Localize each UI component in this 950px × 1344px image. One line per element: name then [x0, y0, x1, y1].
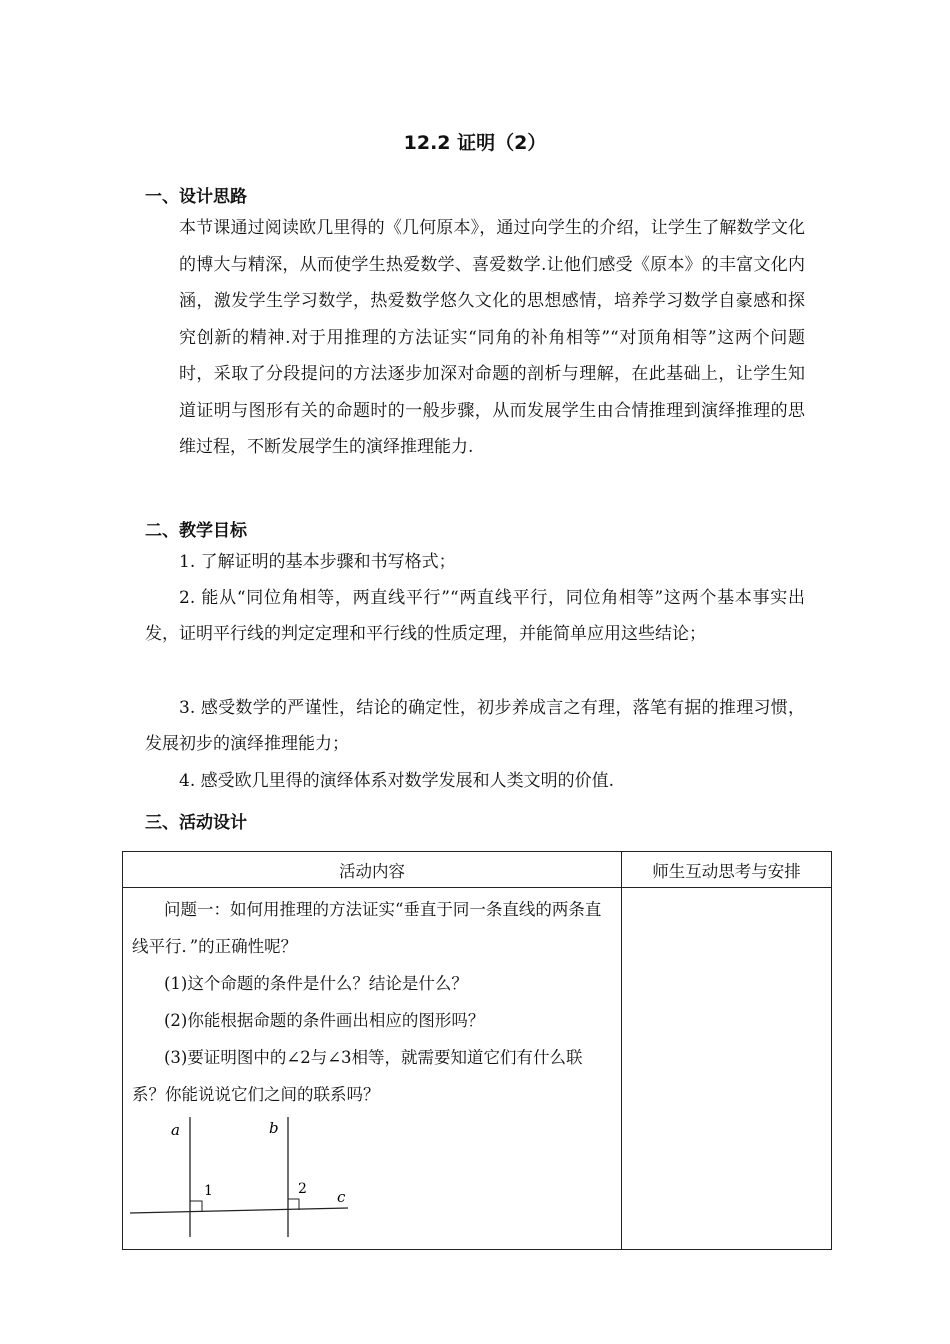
- design-paragraph-text: 本节课通过阅读欧几里得的《几何原本》，通过向学生的介绍，让学生了解数学文化的博大与精深，从而使学生热爱数学、喜爱数学.让他们感受《原本》的丰富文化内涵，激发学生学习数学，热爱数学悠久文化的思想感情，培养学习数学自豪感和探究创新的精神.对于用推理的方法证实“同角的补角相等”“对顶角相等”这两个问题时，采取了分段提问的方法逐步加深对命题的剖析与理解，在此基础上，让学生知道证明与图形有关的命题时的一般步骤，从而发展学生由合情推理到演绎推理的思维过程，不断发展学生的演绎推理能力.: [179, 218, 805, 457]
- header-activity-content: 活动内容: [123, 852, 622, 888]
- section-heading-goals: 二、教学目标: [145, 521, 247, 541]
- sub-question-1: (1)这个命题的条件是什么？结论是什么？: [164, 974, 468, 993]
- activity-content-cell: [123, 888, 622, 1250]
- sub-question-2: (2)你能根据命题的条件画出相应的图形吗？: [164, 1011, 485, 1030]
- sub-question-3: (3)要证明图中的∠2与∠3相等，就需要知道它们有什么联系？你能说说它们之间的联系吗？: [132, 1048, 583, 1104]
- design-paragraph: [145, 210, 805, 466]
- section-heading-activity: 三、活动设计: [145, 813, 247, 833]
- page-title: 12.2 证明（2）: [403, 132, 547, 154]
- label-c: c: [337, 1188, 346, 1206]
- goal-item-3: 3. 感受数学的严谨性，结论的确定性，初步养成言之有理，落笔有据的推理习惯，发展初步的演绎推理能力；: [145, 698, 805, 754]
- header-interaction: 师生互动思考与安排: [622, 852, 832, 888]
- goal-item-4: 4. 感受欧几里得的演绎体系对数学发展和人类文明的价值.: [179, 771, 615, 791]
- label-b: b: [269, 1119, 279, 1137]
- label-angle-2: 2: [298, 1181, 307, 1197]
- goal-item-1: 1. 了解证明的基本步骤和书写格式；: [179, 552, 456, 572]
- table-header-row: [123, 852, 832, 888]
- interaction-cell: [622, 888, 832, 1250]
- table-row: [123, 888, 832, 1250]
- section-heading-design: 一、设计思路: [145, 187, 247, 207]
- question-one: 问题一：如何用推理的方法证实“垂直于同一条直线的两条直线平行．”的正确性呢？: [132, 900, 602, 956]
- activity-table: [122, 851, 832, 1250]
- label-a: a: [171, 1121, 180, 1139]
- goal-item-2: 2. 能从“同位角相等，两直线平行”“两直线平行，同位角相等”这两个基本事实出发，证明平行线的判定定理和平行线的性质定理，并能简单应用这些结论；: [145, 588, 805, 644]
- label-angle-1: 1: [204, 1183, 213, 1199]
- perpendicular-lines-figure: [130, 1115, 370, 1240]
